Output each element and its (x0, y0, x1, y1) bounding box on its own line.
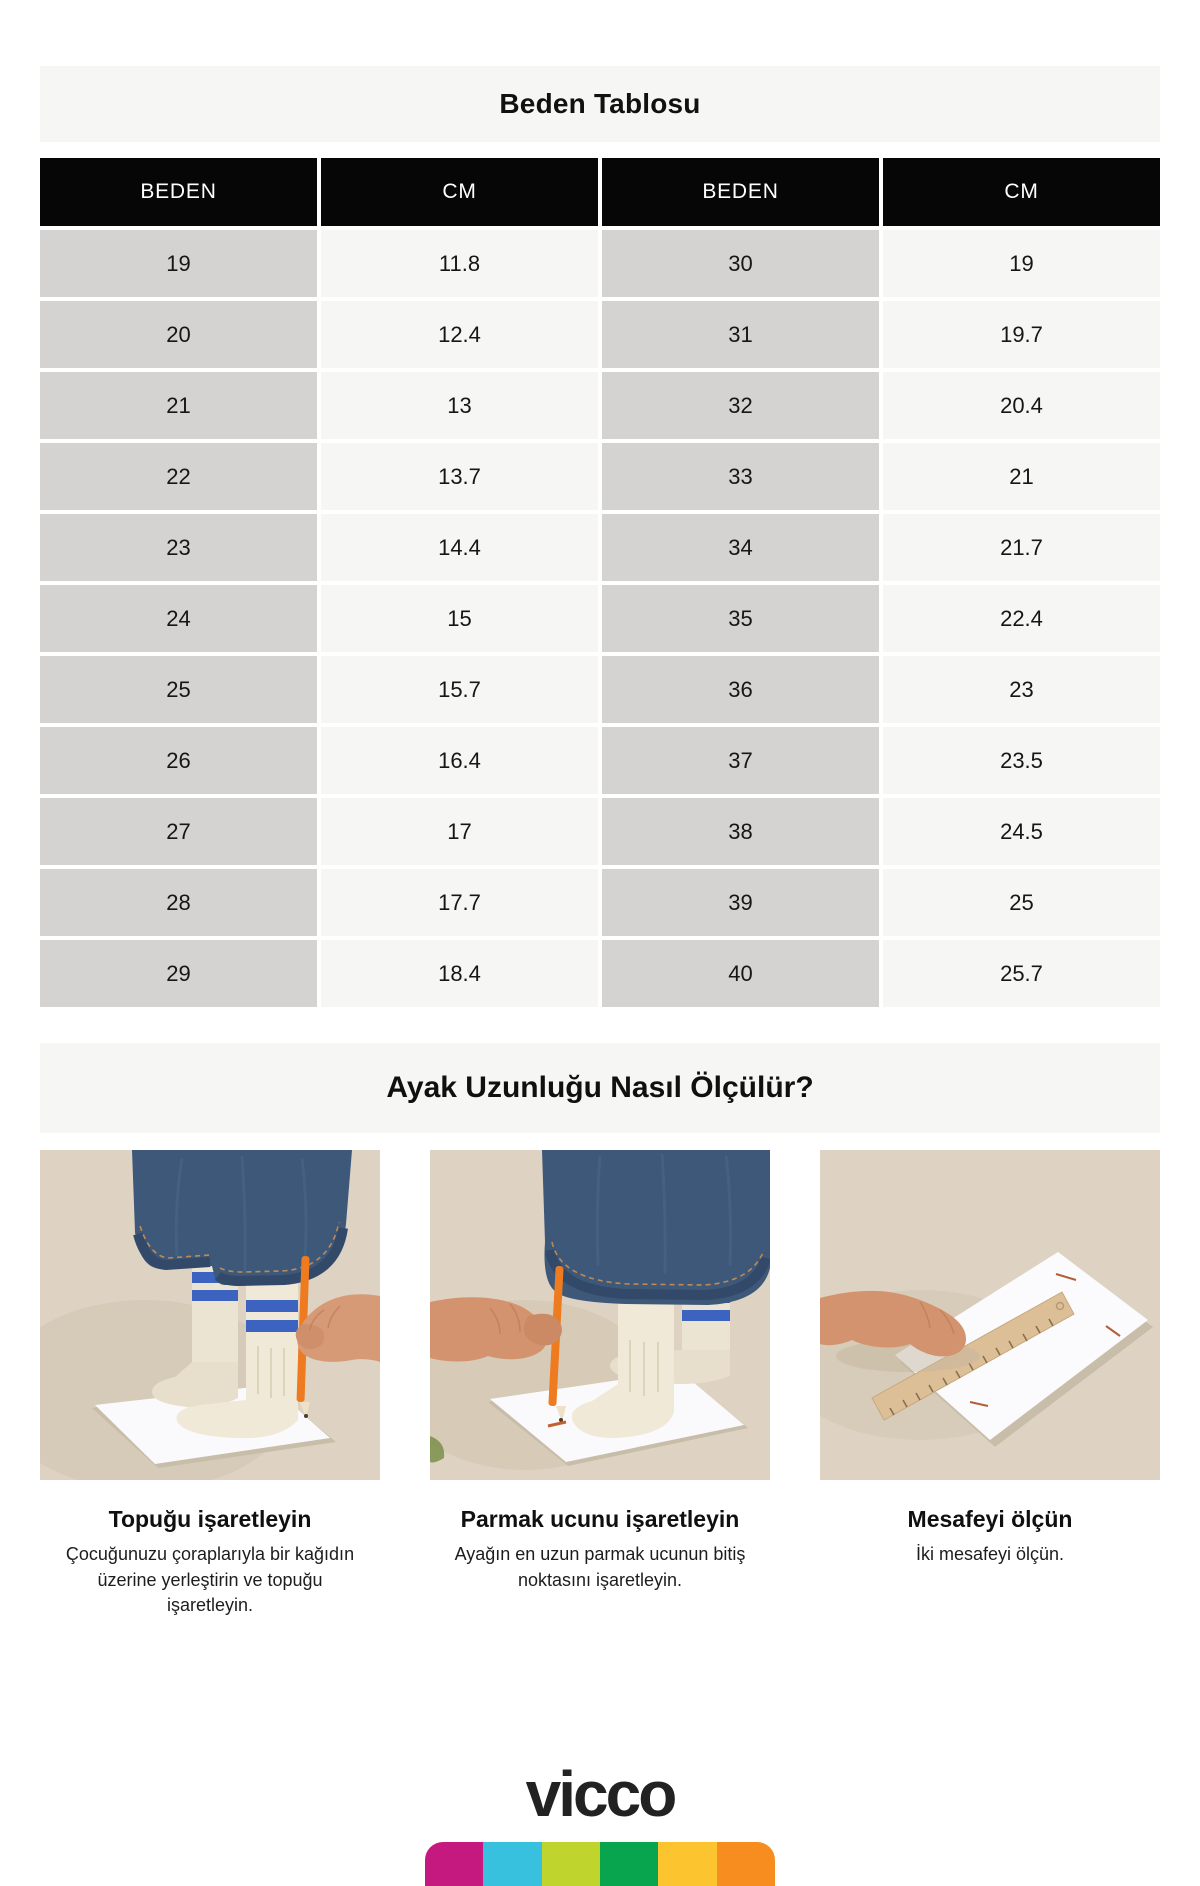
brand-bar-segment-3 (542, 1842, 600, 1886)
cm-value-cell: 18.4 (321, 940, 598, 1007)
cm-value-cell: 14.4 (321, 514, 598, 581)
size-table-banner (40, 66, 1160, 142)
cm-value-cell: 11.8 (321, 230, 598, 297)
cm-value-cell: 15.7 (321, 656, 598, 723)
cm-value-cell: 23 (883, 656, 1160, 723)
size-value-cell: 29 (40, 940, 317, 1007)
brand-bar-segment-2 (483, 1842, 541, 1886)
size-value-cell: 21 (40, 372, 317, 439)
size-value-cell: 19 (40, 230, 317, 297)
cm-value-cell: 23.5 (883, 727, 1160, 794)
size-value-cell: 36 (602, 656, 879, 723)
cm-value-cell: 13 (321, 372, 598, 439)
col-header-cm-2: CM (883, 158, 1160, 226)
size-value-cell: 39 (602, 869, 879, 936)
step-description-measure: İki mesafeyi ölçün. (915, 1544, 1065, 1564)
size-value-cell: 25 (40, 656, 317, 723)
step-description-heel: Çocuğunuzu çoraplarıyla bir kağıdın üzerine yerleştirin ve topuğu işaretleyin. (65, 1544, 355, 1616)
step-measure-distance (820, 1150, 1160, 1619)
col-header-beden-2: BEDEN (602, 158, 879, 226)
size-value-cell: 32 (602, 372, 879, 439)
ruler-measuring-photo (820, 1150, 1160, 1480)
size-table-title: Beden Tablosu (499, 88, 701, 119)
size-value-cell: 20 (40, 301, 317, 368)
brand-bar-segment-6 (717, 1842, 775, 1886)
cm-value-cell: 19.7 (883, 301, 1160, 368)
col-header-cm-1: CM (321, 158, 598, 226)
measure-steps (40, 1150, 1160, 1619)
size-value-cell: 34 (602, 514, 879, 581)
cm-value-cell: 22.4 (883, 585, 1160, 652)
cm-value-cell: 16.4 (321, 727, 598, 794)
cm-value-cell: 20.4 (883, 372, 1160, 439)
size-value-cell: 24 (40, 585, 317, 652)
size-value-cell: 37 (602, 727, 879, 794)
step-heading-heel: Topuğu işaretleyin (108, 1506, 312, 1532)
col-header-beden-1: BEDEN (40, 158, 317, 226)
brand-bar-segment-1 (425, 1842, 483, 1886)
step-heading-measure: Mesafeyi ölçün (907, 1506, 1073, 1532)
cm-value-cell: 25.7 (883, 940, 1160, 1007)
size-value-cell: 26 (40, 727, 317, 794)
measure-section-banner (40, 1043, 1160, 1133)
page-content (40, 66, 1160, 1619)
cm-value-cell: 13.7 (321, 443, 598, 510)
brand-color-bar (425, 1842, 775, 1886)
measure-section-title: Ayak Uzunluğu Nasıl Ölçülür? (386, 1071, 814, 1104)
cm-value-cell: 21.7 (883, 514, 1160, 581)
brand-bar-segment-4 (600, 1842, 658, 1886)
brand-bar-segment-5 (658, 1842, 716, 1886)
size-value-cell: 27 (40, 798, 317, 865)
toe-marking-photo (430, 1150, 770, 1480)
size-table (40, 158, 1160, 1007)
vicco-logo: vicco (525, 1758, 675, 1830)
step-heading-toe: Parmak ucunu işaretleyin (460, 1506, 740, 1532)
heel-marking-photo (40, 1150, 380, 1480)
size-value-cell: 23 (40, 514, 317, 581)
cm-value-cell: 25 (883, 869, 1160, 936)
size-value-cell: 28 (40, 869, 317, 936)
cm-value-cell: 21 (883, 443, 1160, 510)
cm-value-cell: 19 (883, 230, 1160, 297)
step-description-toe: Ayağın en uzun parmak ucunun bitiş noktasını işaretleyin. (454, 1544, 746, 1590)
size-value-cell: 40 (602, 940, 879, 1007)
cm-value-cell: 17 (321, 798, 598, 865)
cm-value-cell: 12.4 (321, 301, 598, 368)
size-value-cell: 31 (602, 301, 879, 368)
cm-value-cell: 17.7 (321, 869, 598, 936)
step-mark-heel (40, 1150, 380, 1619)
size-value-cell: 38 (602, 798, 879, 865)
cm-value-cell: 15 (321, 585, 598, 652)
size-value-cell: 22 (40, 443, 317, 510)
cm-value-cell: 24.5 (883, 798, 1160, 865)
step-mark-toe (430, 1150, 770, 1619)
size-value-cell: 35 (602, 585, 879, 652)
size-value-cell: 33 (602, 443, 879, 510)
size-value-cell: 30 (602, 230, 879, 297)
